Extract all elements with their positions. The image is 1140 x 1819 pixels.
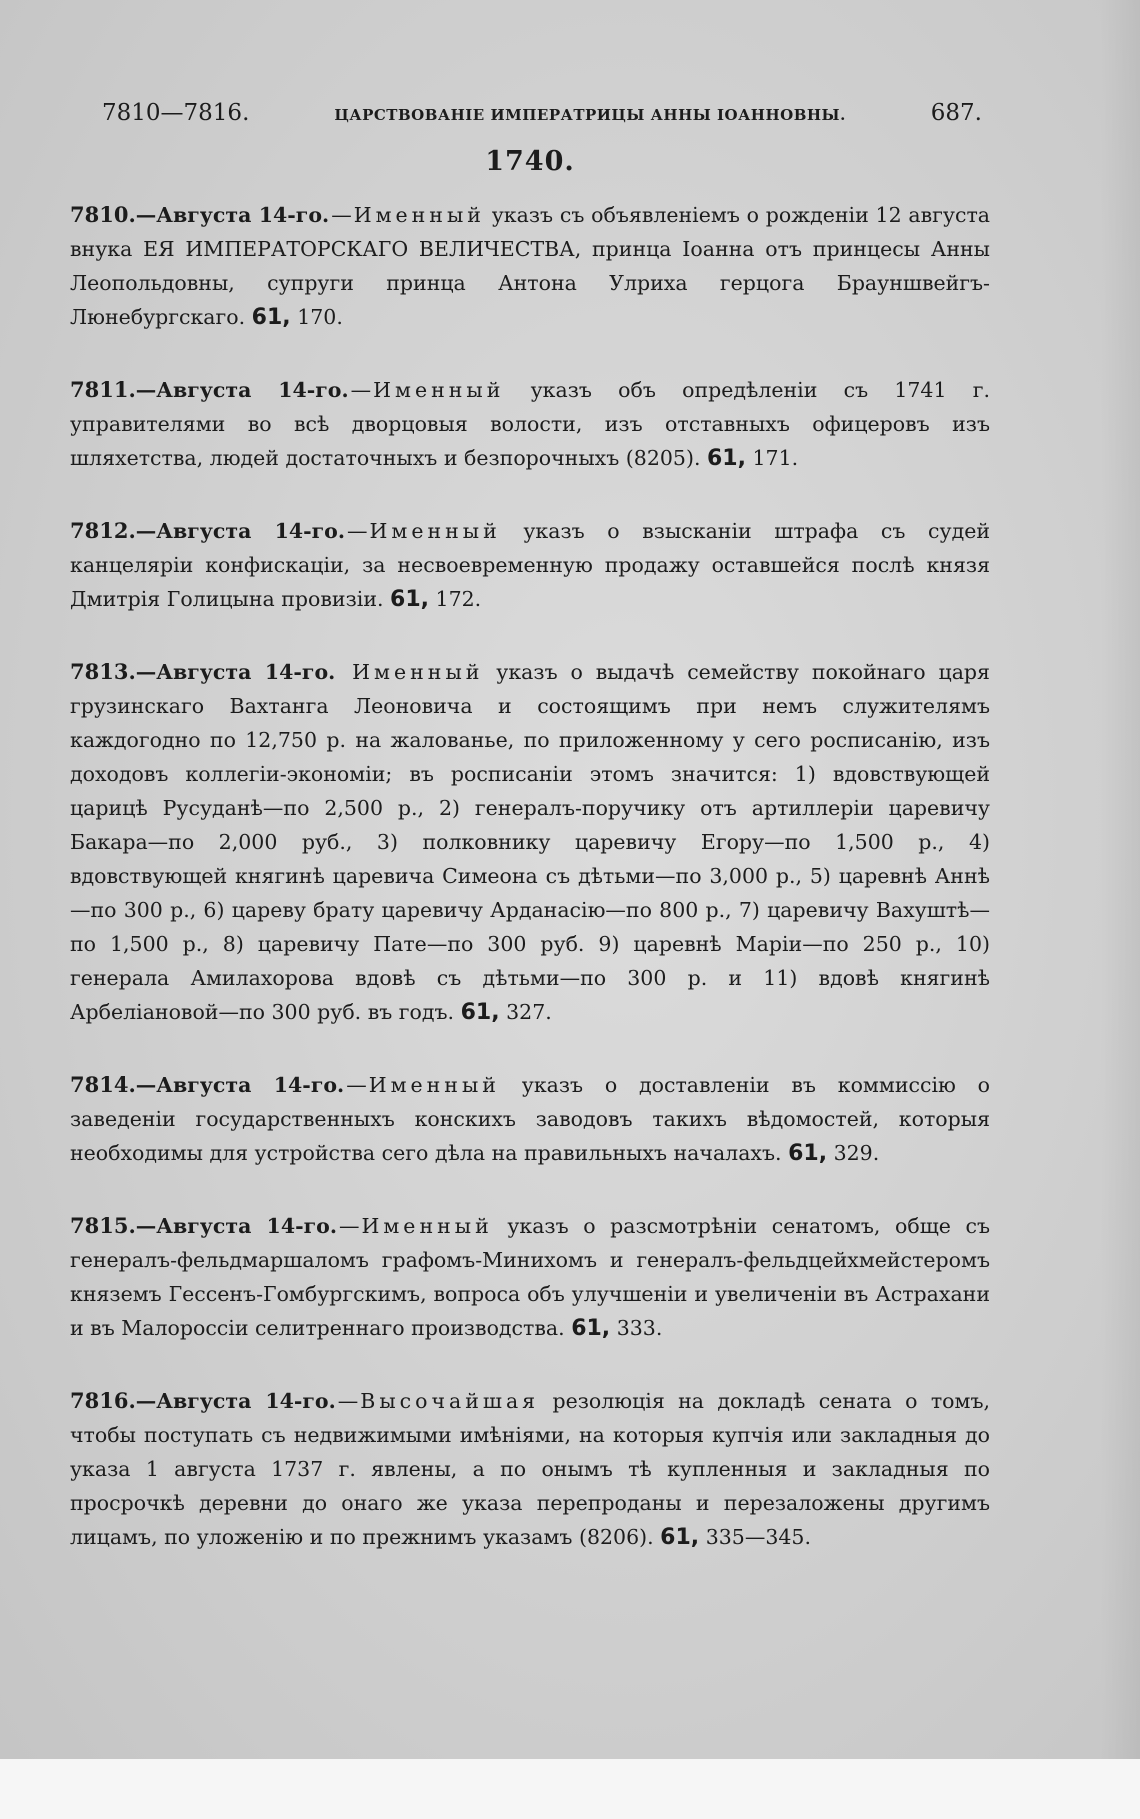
entry-number: 7810. (70, 201, 136, 227)
entry-volume: 61, (571, 1315, 611, 1341)
entry-volume: 61, (390, 586, 430, 612)
entry-page: 329. (833, 1140, 880, 1165)
entry-7811: 7811.—Августа 14-го.—Именный указъ объ опредѣленіи съ 1741 г. управителями во всѣ дворцовыя волости, изъ отставныхъ офицеровъ изъ шляхетства, людей достаточныхъ и безпорочныхъ (8205). 61, 171. (70, 376, 991, 471)
entry-text: указъ о доставленіи въ коммиссію о заведеніи государственныхъ конскихъ заводовъ такихъ вѣдомостей, которыя необходимы для устройства сего дѣла на правильныхъ началахъ. (70, 1072, 990, 1165)
entry-page: 327. (506, 999, 552, 1024)
entry-text: указъ съ объявленіемъ о рожденіи 12 августа внука ЕЯ ИМПЕРАТОРСКАГО ВЕЛИЧЕСТВА, принца Іоанна отъ принцесы Анны Леопольдовны, супруги принца Антона Улриха герцога Брауншвейгъ-Люнебургскаго. (70, 202, 991, 329)
entry-7814: 7814.—Августа 14-го.—Именный указъ о доставленіи въ коммиссію о заведеніи государственныхъ конскихъ заводовъ такихъ вѣдомостей, которыя необходимы для устройства сего дѣла на правильныхъ началахъ. 61, 329. (70, 1071, 990, 1166)
entry-7810: 7810.—Августа 14-го.—Именный указъ съ объявленіемъ о рожденіи 12 августа внука ЕЯ ИМПЕРАТОРСКАГО ВЕЛИЧЕСТВА, принца Іоанна отъ принцесы Анны Леопольдовны, супруги принца Антона Улриха герцога Брауншвейгъ-Люнебургскаго. 61, 170. (70, 201, 991, 330)
entry-7813 (70, 655, 990, 1030)
entry-date: —Августа 14-го. (135, 202, 330, 227)
running-header (102, 100, 982, 126)
entry-date: —Августа 14-го. (135, 518, 345, 543)
entry-date: —Августа 14-го. (135, 1072, 345, 1097)
entry-page: 172. (435, 586, 482, 611)
entry-doc-type: Именный (353, 202, 485, 227)
entry-volume: 61, (660, 1524, 700, 1550)
entry-7812: 7812.—Августа 14-го.—Именный указъ о взысканіи штрафа съ судей канцеляріи конфискаціи, за несвоевременную продажу оставшейся послѣ князя Дмитрія Голицына провизіи. 61, 172. (70, 517, 990, 612)
entry-number: 7814. (70, 1071, 136, 1097)
entry-number: 7812. (70, 517, 136, 543)
entry-doc-type: Высочайшая (360, 1388, 540, 1413)
entry-text: указъ о выдачѣ семейству покойнаго царя грузинскаго Вахтанга Леоновича и состоящимъ при немъ служителямъ каждогодно по 12,750 р. на жалованье, по приложенному у сего росписанію, изъ доходовъ коллегіи-экономіи; въ росписаніи этомъ значится: 1) вдовствующей царицѣ Русуданѣ—по 2,500 р., 2) генералъ-поручику отъ артиллеріи царевичу Бакара—по 2,000 руб., 3) полковнику царевичу Егору—по 1,500 р., 4) вдовствующей княгинѣ царевича Симеона съ дѣтьми—по 3,000 р., 5) царевнѣ Аннѣ—по 300 р., 6) цареву брату царевичу Арданасію—по 800 р., 7) царевичу Вахуштѣ—по 1,500 р., 8) царевичу Пате—по 300 руб. 9) царевнѣ Маріи—по 250 р., 10) генерала Амилахорова вдовѣ съ дѣтьми—по 300 р. и 11) вдовѣ княгинѣ Арбеліановой—по 300 руб. въ годъ. (70, 659, 990, 1024)
entry-number: 7813. (70, 658, 136, 684)
entry-doc-type: Именный (361, 1213, 493, 1238)
entry-volume: 61, (251, 304, 291, 330)
entry-date: —Августа 14-го. (135, 1388, 336, 1413)
entry-page: 170. (297, 304, 343, 329)
entry-date: —Августа 14-го. (135, 1213, 337, 1238)
entry-date: —Августа 14-го. (135, 659, 336, 684)
entry-volume: 61, (460, 999, 500, 1025)
entry-doc-type: Именный (373, 377, 505, 402)
entry-doc-type: Именный (352, 659, 484, 684)
entry-text: указъ о разсмотрѣніи сенатомъ, обще съ генералъ-фельдмаршаломъ графомъ-Минихомъ и генералъ-фельдцейхмейстеромъ княземъ Гессенъ-Гомбургскимъ, вопроса объ улучшеніи и увеличеніи въ Астрахани и въ Малороссіи селитреннаго производства. (70, 1213, 990, 1340)
entry-text: указъ о взысканіи штрафа съ судей канцеляріи конфискаціи, за несвоевременную продажу оставшейся послѣ князя Дмитрія Голицына провизіи. (70, 518, 990, 611)
document-page (70, 100, 990, 1593)
year-heading: 1740. (485, 146, 575, 177)
entry-doc-type: Именный (369, 518, 501, 543)
entry-date: —Августа 14-го. (135, 377, 349, 402)
entry-number: 7815. (70, 1212, 136, 1238)
entry-volume: 61, (788, 1140, 828, 1166)
entry-doc-type: Именный (368, 1072, 500, 1097)
page-edge-shadow (1100, 0, 1140, 1819)
entry-page: 335—345. (705, 1524, 811, 1549)
running-title: ЦАРСТВОВАНІЕ ИМПЕРАТРИЦЫ АННЫ ІОАННОВНЫ. (334, 106, 846, 124)
entry-7816: 7816.—Августа 14-го.—Высочайшая резолюція на докладѣ сената о томъ, чтобы поступать съ недвижимыми имѣніями, на которыя купчія или закладныя до указа 1 августа 1737 г. явлены, а по онымъ тѣ купленныя и закладныя по просрочкѣ деревни до онаго же указа перепроданы и перезаложены другимъ лицамъ, по уложенію и по прежнимъ указамъ (8206). 61, 335—345. (70, 1387, 991, 1550)
entry-page: 171. (752, 445, 799, 470)
entry-text: резолюція на докладѣ сената о томъ, чтобы поступать съ недвижимыми имѣніями, на которыя купчія или закладныя до указа 1 августа 1737 г. явлены, а по онымъ тѣ купленныя и закладныя по просрочкѣ деревни до онаго же указа перепроданы и перезаложены другимъ лицамъ, по уложенію и по прежнимъ указамъ (8206). (70, 1388, 991, 1549)
entry-page: 333. (616, 1315, 663, 1340)
entry-range: 7810—7816. (102, 100, 250, 126)
page-number: 687. (930, 100, 982, 126)
entry-number: 7811. (70, 376, 136, 402)
entry-number: 7816. (70, 1387, 136, 1413)
entry-7815: 7815.—Августа 14-го.—Именный указъ о разсмотрѣніи сенатомъ, обще съ генералъ-фельдмаршаломъ графомъ-Минихомъ и генералъ-фельдцейхмейстеромъ княземъ Гессенъ-Гомбургскимъ, вопроса объ улучшеніи и увеличеніи въ Астрахани и въ Малороссіи селитреннаго производства. 61, 333. (70, 1212, 990, 1341)
entry-text: указъ объ опредѣленіи съ 1741 г. управителями во всѣ дворцовыя волости, изъ отставныхъ офицеровъ изъ шляхетства, людей достаточныхъ и безпорочныхъ (8205). (70, 377, 991, 470)
entry-volume: 61, (707, 445, 746, 471)
page-bottom-margin (0, 1759, 1140, 1819)
